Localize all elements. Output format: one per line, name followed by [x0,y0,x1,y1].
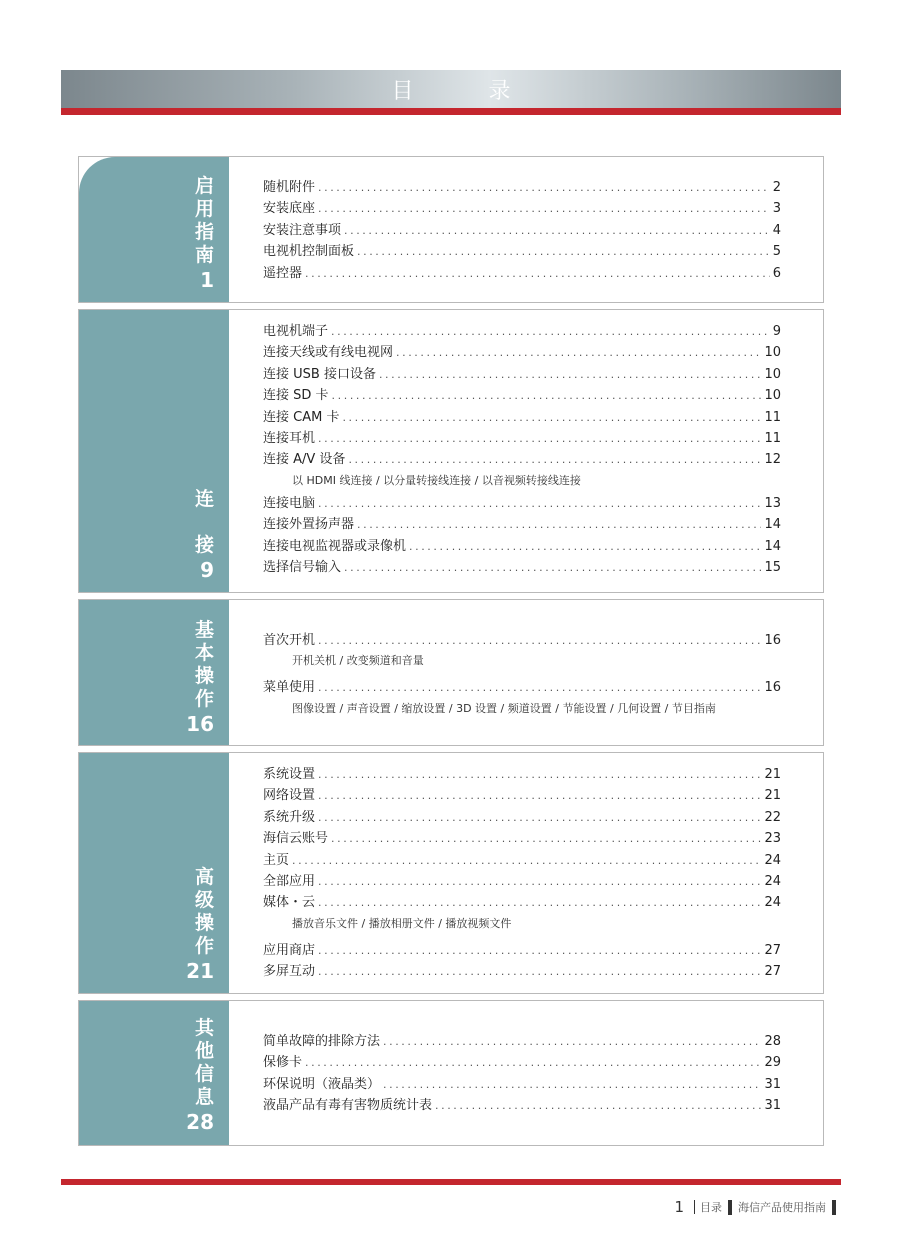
leader-dots [357,514,761,535]
toc-entry[interactable] [263,764,781,785]
tab-char: 作 [194,688,214,710]
toc-entry[interactable] [263,385,781,406]
toc-entry[interactable] [263,449,781,470]
toc-entry-page: 4 [772,222,781,238]
toc-entry-page: 31 [764,1098,781,1114]
section-tab [79,1001,229,1145]
toc-entry[interactable] [263,177,781,198]
toc-entry-page: 14 [764,517,781,533]
leader-dots [379,364,762,385]
leader-dots [332,385,762,406]
toc-entry[interactable] [263,940,781,961]
leader-dots [318,198,770,219]
header-divider [61,108,841,115]
toc-entry-title: 连接 USB 接口设备 [263,366,376,382]
toc-entry-title: 安装注意事项 [263,222,342,238]
leader-dots [331,321,770,342]
toc-entry[interactable] [263,871,781,892]
toc-section-connections [78,309,824,593]
toc-entry-title: 系统升级 [263,809,316,825]
toc-entry-page: 21 [764,767,781,782]
toc-entry-page: 24 [764,895,781,911]
leader-dots [318,871,761,892]
toc-entry[interactable] [263,514,781,535]
leader-dots [305,263,770,284]
footer-section-label: 目录 [700,1201,722,1214]
section-tab [79,753,229,993]
toc-entry[interactable] [263,557,781,578]
toc-entry-page: 5 [772,244,781,260]
page-footer [674,1198,842,1216]
toc-entry-page: 3 [772,201,781,217]
tab-char: 接 [194,534,214,556]
toc-entry[interactable] [263,364,781,385]
section-page-number: 16 [186,712,214,736]
toc-entry-title: 海信云账号 [263,831,329,847]
leader-dots [344,557,761,578]
toc-entry-page: 16 [764,633,781,648]
toc-entry[interactable] [263,536,781,557]
toc-entry[interactable] [263,428,781,449]
leader-dots [344,220,770,241]
leader-dots [357,241,770,262]
leader-dots [348,449,761,470]
toc-entry-page: 9 [772,324,781,339]
toc-entry-title: 保修卡 [263,1055,303,1071]
toc-entry[interactable] [263,241,781,262]
toc-entry-page: 10 [764,366,781,382]
toc-entry-title: 电视机端子 [263,324,329,339]
toc-section-basic-operation [78,599,824,746]
toc-entry-title: 简单故障的排除方法 [263,1034,381,1049]
toc-entry-page: 27 [764,964,781,980]
tab-char: 基 [194,619,214,641]
toc-entry-title: 首次开机 [263,633,316,648]
toc-entry[interactable] [263,407,781,428]
footer-page-number: 1 [674,1198,684,1216]
leader-dots [318,493,761,514]
toc-entry-page: 28 [764,1034,781,1049]
leader-dots [409,536,761,557]
toc-entry-title: 媒体・云 [263,895,316,911]
toc-entry-page: 6 [772,265,781,281]
section-tab [79,157,229,302]
toc-entry[interactable] [263,1031,781,1052]
toc-entry[interactable] [263,493,781,514]
footer-divider [61,1179,841,1185]
tab-char: 其 [194,1017,214,1039]
toc-entry[interactable] [263,677,781,698]
tab-char: 本 [194,642,214,664]
toc-entry-page: 10 [764,388,781,404]
toc-entry-title: 液晶产品有毒有害物质统计表 [263,1098,433,1114]
toc-entry[interactable] [263,828,781,849]
toc-entry-title: 随机附件 [263,180,316,195]
toc-entry[interactable] [263,630,781,651]
leader-dots [318,764,761,785]
toc-entry-title: 连接 CAM 卡 [263,409,340,425]
section-page-number: 21 [186,959,214,983]
section-tab [79,310,229,592]
section-page-number: 1 [200,268,214,292]
toc-entry-title: 主页 [263,852,290,868]
toc-entry[interactable] [263,850,781,871]
tab-char: 启 [194,175,214,197]
footer-separator [694,1200,695,1214]
leader-dots [318,940,761,961]
toc-entry[interactable] [263,785,781,806]
page-header [61,70,841,108]
toc-entry[interactable] [263,807,781,828]
leader-dots [318,785,761,806]
toc-entry-title: 连接电视监视器或录像机 [263,538,407,554]
toc-entry-subtopics: 图像设置 / 声音设置 / 缩放设置 / 3D 设置 / 频道设置 / 节能设置 / 几何设置 / 节目指南 [292,701,716,715]
section-page-number: 28 [186,1110,214,1134]
leader-dots [318,428,761,449]
leader-dots [292,850,761,871]
leader-dots [342,407,761,428]
toc-entry[interactable] [263,1052,781,1073]
tab-char: 用 [194,198,214,220]
section-tab [79,600,229,745]
leader-dots [318,630,761,651]
toc-entry[interactable] [263,342,781,363]
leader-dots [331,828,761,849]
leader-dots [383,1031,761,1052]
toc-entry[interactable] [263,321,781,342]
tab-char: 连 [194,488,214,510]
toc-entry[interactable] [263,892,781,913]
tab-char: 作 [194,935,214,957]
toc-entry-title: 连接 SD 卡 [263,388,329,404]
toc-entry-page: 27 [764,942,781,958]
tab-char: 南 [194,244,214,266]
toc-entry-title: 多屏互动 [263,964,316,980]
toc-entry-page: 24 [764,873,781,889]
toc-entry-title: 菜单使用 [263,680,316,696]
toc-entry-page: 22 [764,809,781,825]
toc-entry-page: 16 [764,680,781,696]
toc-section-other-info [78,1000,824,1146]
toc-entry-title: 选择信号输入 [263,559,342,575]
toc-entry-page: 11 [764,430,781,446]
toc-entry[interactable] [263,220,781,241]
toc-entry[interactable] [263,961,781,982]
leader-dots [318,177,770,198]
tab-char: 他 [194,1040,214,1062]
leader-dots [396,342,761,363]
toc-entry-subtopics: 开机关机 / 改变频道和音量 [292,654,424,668]
toc-entry-title: 全部应用 [263,873,316,889]
toc-entry-title: 遥控器 [263,265,303,281]
toc-entry-title: 连接耳机 [263,430,316,446]
tab-char: 息 [194,1086,214,1108]
toc-entry-title: 连接外置扬声器 [263,517,355,533]
leader-dots [318,961,761,982]
toc-entry[interactable] [263,1074,781,1095]
leader-dots [318,677,761,698]
toc-entry-page: 29 [764,1055,781,1071]
toc-entry-title: 连接电脑 [263,495,316,511]
toc-entry-page: 23 [764,831,781,847]
toc-entry-page: 14 [764,538,781,554]
tab-char: 信 [194,1063,214,1085]
toc-entry-title: 电视机控制面板 [263,244,355,260]
toc-entry-page: 13 [764,495,781,511]
section-page-number: 9 [200,558,214,582]
toc-entry-page: 11 [764,409,781,425]
toc-entry-page: 2 [772,180,781,195]
toc-entry-page: 31 [764,1076,781,1092]
toc-entry-title: 连接 A/V 设备 [263,452,346,468]
tab-char: 操 [194,665,214,687]
toc-entry-title: 网络设置 [263,788,316,804]
leader-dots [435,1095,761,1116]
toc-entry-title: 应用商店 [263,942,316,958]
toc-entry-title: 环保说明（液晶类） [263,1076,381,1092]
toc-entry-page: 12 [764,452,781,468]
toc-entry-subtopics: 播放音乐文件 / 播放相册文件 / 播放视频文件 [292,916,512,930]
leader-dots [383,1074,761,1095]
toc-entry-page: 10 [764,345,781,361]
toc-entry-page: 15 [764,559,781,575]
toc-entry-subtopics: 以 HDMI 线连接 / 以分量转接线连接 / 以音视频转接线连接 [292,473,581,487]
tab-char: 操 [194,912,214,934]
toc-entry-title: 系统设置 [263,767,316,782]
toc-entry-page: 24 [764,852,781,868]
leader-dots [318,807,761,828]
toc-entry[interactable] [263,198,781,219]
toc-entry-page: 21 [764,788,781,804]
footer-block-marker [832,1200,836,1215]
toc-entry-title: 安装底座 [263,201,316,217]
footer-guide-label: 海信产品使用指南 [738,1201,826,1214]
tab-char: 指 [194,221,214,243]
toc-section-advanced-operation [78,752,824,994]
toc-section-start-guide [78,156,824,303]
leader-dots [305,1052,761,1073]
toc-entry[interactable] [263,1095,781,1116]
toc-entry[interactable] [263,263,781,284]
leader-dots [318,892,761,913]
toc-entry-title: 连接天线或有线电视网 [263,345,394,361]
tab-char: 高 [194,866,214,888]
footer-block-marker [728,1200,732,1215]
page-title: 目 录 [391,78,545,104]
tab-char: 级 [194,889,214,911]
